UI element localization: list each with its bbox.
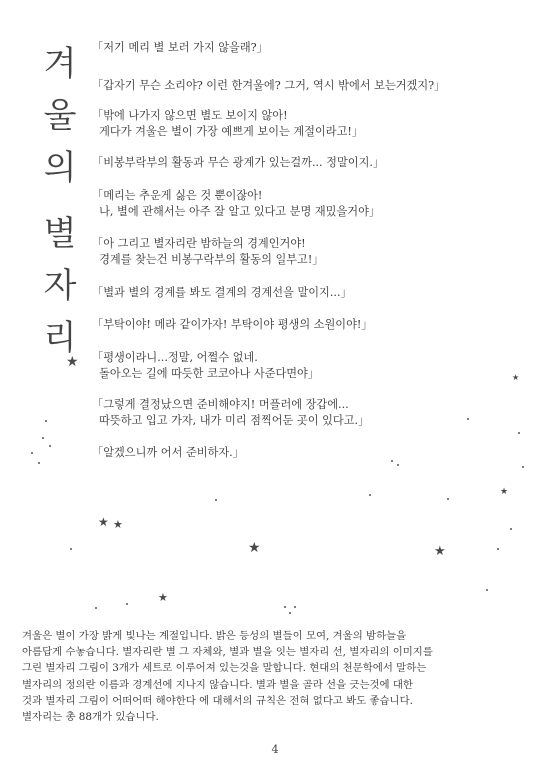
star-dot — [95, 607, 97, 609]
star-dot — [522, 466, 524, 468]
star-dot — [45, 420, 47, 422]
dialog-text: 「평생이라니...정말, 어쩔수 없네. — [92, 351, 258, 364]
star-dot — [31, 452, 33, 454]
title-char: 별 — [43, 214, 77, 254]
star-dot — [42, 437, 44, 439]
star-dot — [497, 548, 499, 550]
star-icon: ★ — [66, 354, 79, 370]
star-icon: ★ — [98, 515, 109, 529]
dialog-text: 「비봉부락부의 활동과 무슨 광계가 있는걸까... 정말이지.」 — [92, 156, 385, 169]
dialog-text: 「아 그리고 별자리란 밤하늘의 경계인거야! — [92, 237, 306, 250]
star-icon: ★ — [248, 540, 261, 556]
star-dot — [289, 612, 291, 614]
dialog-text: 「밖에 나가지 않으면 별도 보이지 않아! — [92, 109, 288, 122]
dialog-line — [92, 445, 244, 461]
dialog-text: 「저기 메리 별 보러 가지 않을래?」 — [92, 41, 268, 54]
dialog-text: 경계를 찾는건 비봉구락부의 활동의 일부고!」 — [92, 253, 324, 266]
star-dot — [294, 606, 296, 608]
description-line: 것과 별자리 그림이 어떠어떠 해야한다 에 대해서의 규칙은 전혀 없다고 봐도 좋습니다. — [22, 694, 413, 707]
description-paragraph — [22, 628, 534, 725]
star-dot — [447, 498, 449, 500]
page-number: 4 — [271, 743, 279, 756]
dialog-text: 「부탁이야! 메라 같이가자! 부탁이야 평생의 소원이야!」 — [92, 318, 373, 331]
dialog-text: 「갑자기 무슨 소리야? 이런 한겨울에? 그거, 역시 밖에서 보는거겠지?」 — [92, 79, 446, 92]
dialog-text: 나, 별에 관해서는 아주 잘 알고 있다고 분명 재밌을거야」 — [92, 205, 381, 218]
title-char: 의 — [43, 148, 77, 188]
dialog-line — [92, 350, 319, 382]
dialog-line — [92, 40, 268, 56]
dialog-text: 「그렇게 결정났으면 준비해야지! 머플러에 장갑에... — [92, 398, 349, 411]
star-icon: ★ — [500, 487, 509, 497]
star-dot — [284, 606, 286, 608]
dialog-text: 「별과 별의 경계를 봐도 결계의 경계선을 말이지...」 — [92, 286, 352, 299]
dialog-text: 게다가 겨울은 별이 가장 예쁘게 보이는 계절이라고!」 — [92, 125, 364, 138]
description-line: 별자리는 총 88개가 있습니다. — [22, 711, 159, 724]
star-dot — [391, 460, 393, 462]
description-line: 별자리의 정의란 이름과 경계선에 지나지 않습니다. 별과 별을 골라 선을 긋는것에 대한 — [22, 678, 413, 691]
star-dot — [467, 418, 469, 420]
star-dot — [397, 464, 399, 466]
star-dot — [38, 462, 40, 464]
description-line: 겨울은 별이 가장 밝게 빛나는 계절입니다. 밝은 등성의 별들이 모여, 겨울의 밤하늘을 — [22, 630, 407, 642]
dialog-text: 「알겠으니까 어서 준비하자.」 — [92, 446, 244, 459]
dialog-line — [92, 285, 352, 301]
star-icon: ★ — [113, 518, 123, 531]
star-dot — [518, 432, 520, 434]
star-dot — [486, 589, 488, 591]
dialog-line — [92, 78, 445, 94]
star-icon: ★ — [158, 591, 168, 604]
dialog-text: 돌아오는 길에 따듯한 코코아나 사준다면야」 — [92, 367, 320, 380]
star-dot — [49, 445, 51, 447]
dialog-line — [92, 155, 384, 171]
star-icon: ★ — [512, 373, 520, 382]
star-dot — [369, 494, 371, 496]
title-char: 울 — [43, 96, 77, 136]
description-line: 아름답게 수놓습니다. 별자리란 별 그 자체와, 별과 별을 잇는 별자리 선, 별자리의 이미지를 — [22, 646, 433, 659]
star-dot — [70, 548, 72, 550]
dialog-line — [92, 188, 380, 220]
title-char: 리 — [43, 318, 77, 358]
dialog-line — [92, 236, 324, 268]
dialog-line — [92, 397, 369, 429]
star-dot — [215, 499, 217, 501]
title-char: 자 — [43, 266, 77, 306]
page-title — [40, 38, 80, 364]
star-dot — [510, 528, 512, 530]
description-line: 그린 별자리 그림이 3개가 세트로 이루어져 있는것을 말합니다. 현대의 천문학에서 말하는 — [22, 662, 427, 675]
dialog-line — [92, 108, 363, 140]
star-dot — [126, 603, 128, 605]
dialog-line — [92, 317, 373, 333]
dialog-text: 「메리는 추운게 싫은 것 뿐이잖아! — [92, 189, 263, 202]
dialog-text: 따뜻하고 입고 가자, 내가 미리 점찍어둔 곳이 있다고.」 — [92, 414, 370, 427]
star-icon: ★ — [434, 544, 446, 559]
title-char: 겨 — [43, 44, 77, 84]
